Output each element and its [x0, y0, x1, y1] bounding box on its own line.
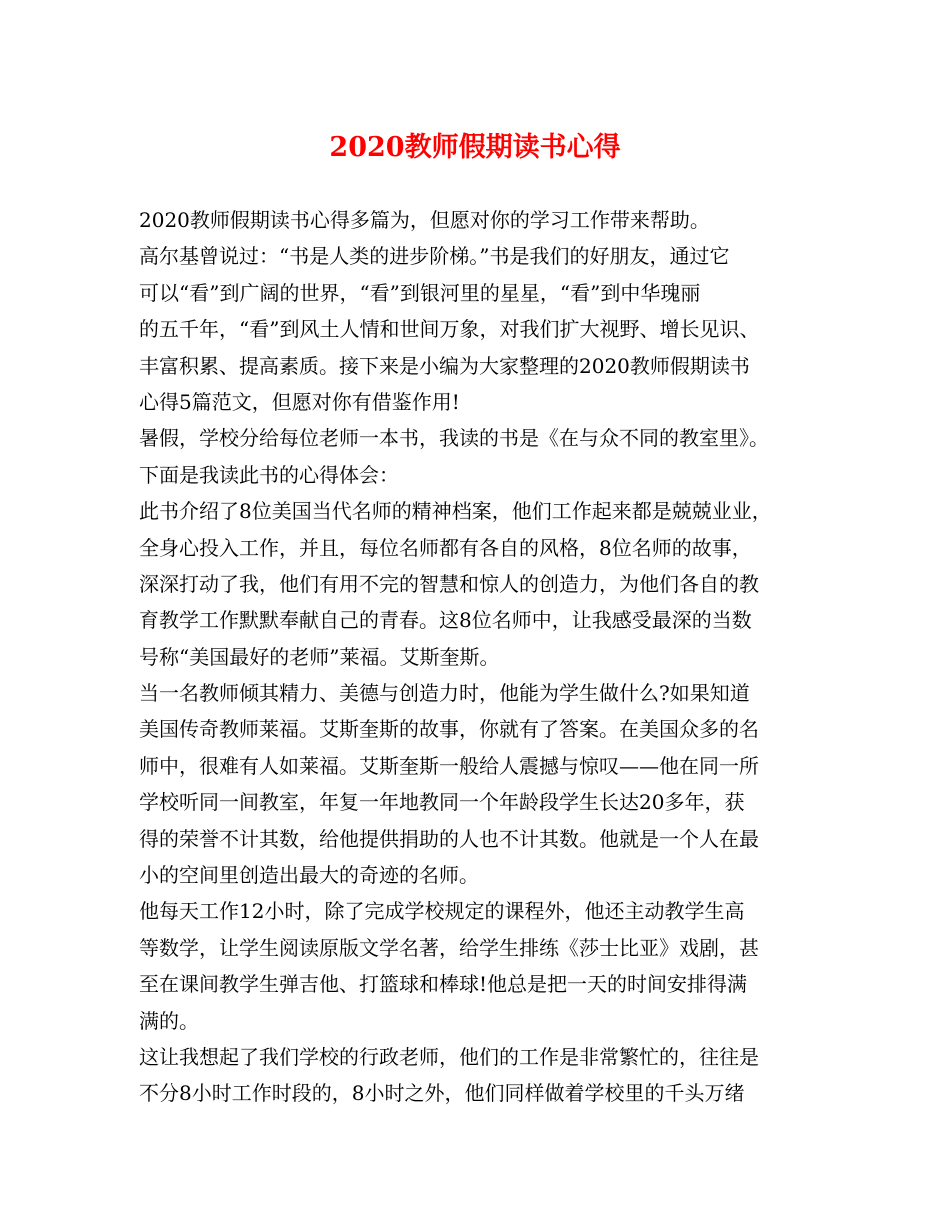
- text-line: 至在课间教学生弹吉他、打篮球和棒球!他总是把一天的时间安排得满: [139, 972, 748, 997]
- text-line: 暑假，学校分给每位老师一本书，我读的书是《在与众不同的教室里》。: [139, 426, 769, 451]
- text-line: 可以“看”到广阔的世界，“看”到银河里的星星，“看”到中华瑰丽: [139, 280, 701, 305]
- text-line: 这让我想起了我们学校的行政老师，他们的工作是非常繁忙的，往往是: [139, 1044, 759, 1069]
- text-line: 得的荣誉不计其数，给他提供捐助的人也不计其数。他就是一个人在最: [139, 826, 759, 851]
- text-line: 学校听同一间教室，年复一年地教同一个年龄段学生长达20多年，获: [139, 790, 745, 815]
- text-line: 他每天工作12小时，除了完成学校规定的课程外，他还主动教学生高: [139, 899, 745, 924]
- text-line: 育教学工作默默奉献自己的青春。这8位名师中，让我感受最深的当数: [139, 608, 752, 633]
- text-line: 下面是我读此书的心得体会：: [139, 462, 399, 487]
- text-line: 此书介绍了8位美国当代名师的精神档案，他们工作起来都是兢兢业业，: [139, 499, 772, 524]
- text-line: 小的空间里创造出最大的奇迹的名师。: [139, 863, 479, 888]
- text-line: 满的。: [139, 1008, 199, 1033]
- text-line: 深深打动了我，他们有用不完的智慧和惊人的创造力，为他们各自的教: [139, 571, 759, 596]
- text-line: 心得5篇范文，但愿对你有借鉴作用!: [139, 389, 460, 414]
- text-line: 2020教师假期读书心得多篇为，但愿对你的学习工作带来帮助。: [139, 208, 710, 232]
- text-line: 的五千年，“看”到风土人情和世间万象，对我们扩大视野、增长见识、: [139, 317, 760, 342]
- text-line: 等数学，让学生阅读原版文学名著，给学生排练《莎士比亚》戏剧，甚: [139, 935, 759, 960]
- text-line: 丰富积累、提高素质。接下来是小编为大家整理的2020教师假期读书: [139, 353, 750, 378]
- text-line: 美国传奇教师莱福。艾斯奎斯的故事，你就有了答案。在美国众多的名: [139, 717, 759, 742]
- text-line: 当一名教师倾其精力、美德与创造力时，他能为学生做什么?如果知道: [139, 681, 750, 706]
- text-line: 号称“美国最好的老师”莱福。艾斯奎斯。: [139, 644, 500, 669]
- document-body: [139, 202, 824, 1112]
- text-line: 不分8小时工作时段的，8小时之外，他们同样做着学校里的千头万绪: [139, 1081, 745, 1106]
- text-line: 师中，很难有人如莱福。艾斯奎斯一般给人震撼与惊叹——他在同一所: [139, 753, 759, 778]
- document-title: 2020教师假期读书心得: [329, 132, 621, 163]
- text-line: 高尔基曾说过：“书是人类的进步阶梯。”书是我们的好朋友，通过它: [139, 244, 730, 269]
- text-line: 全身心投入工作，并且，每位名师都有各自的风格，8位名师的故事，: [139, 535, 752, 560]
